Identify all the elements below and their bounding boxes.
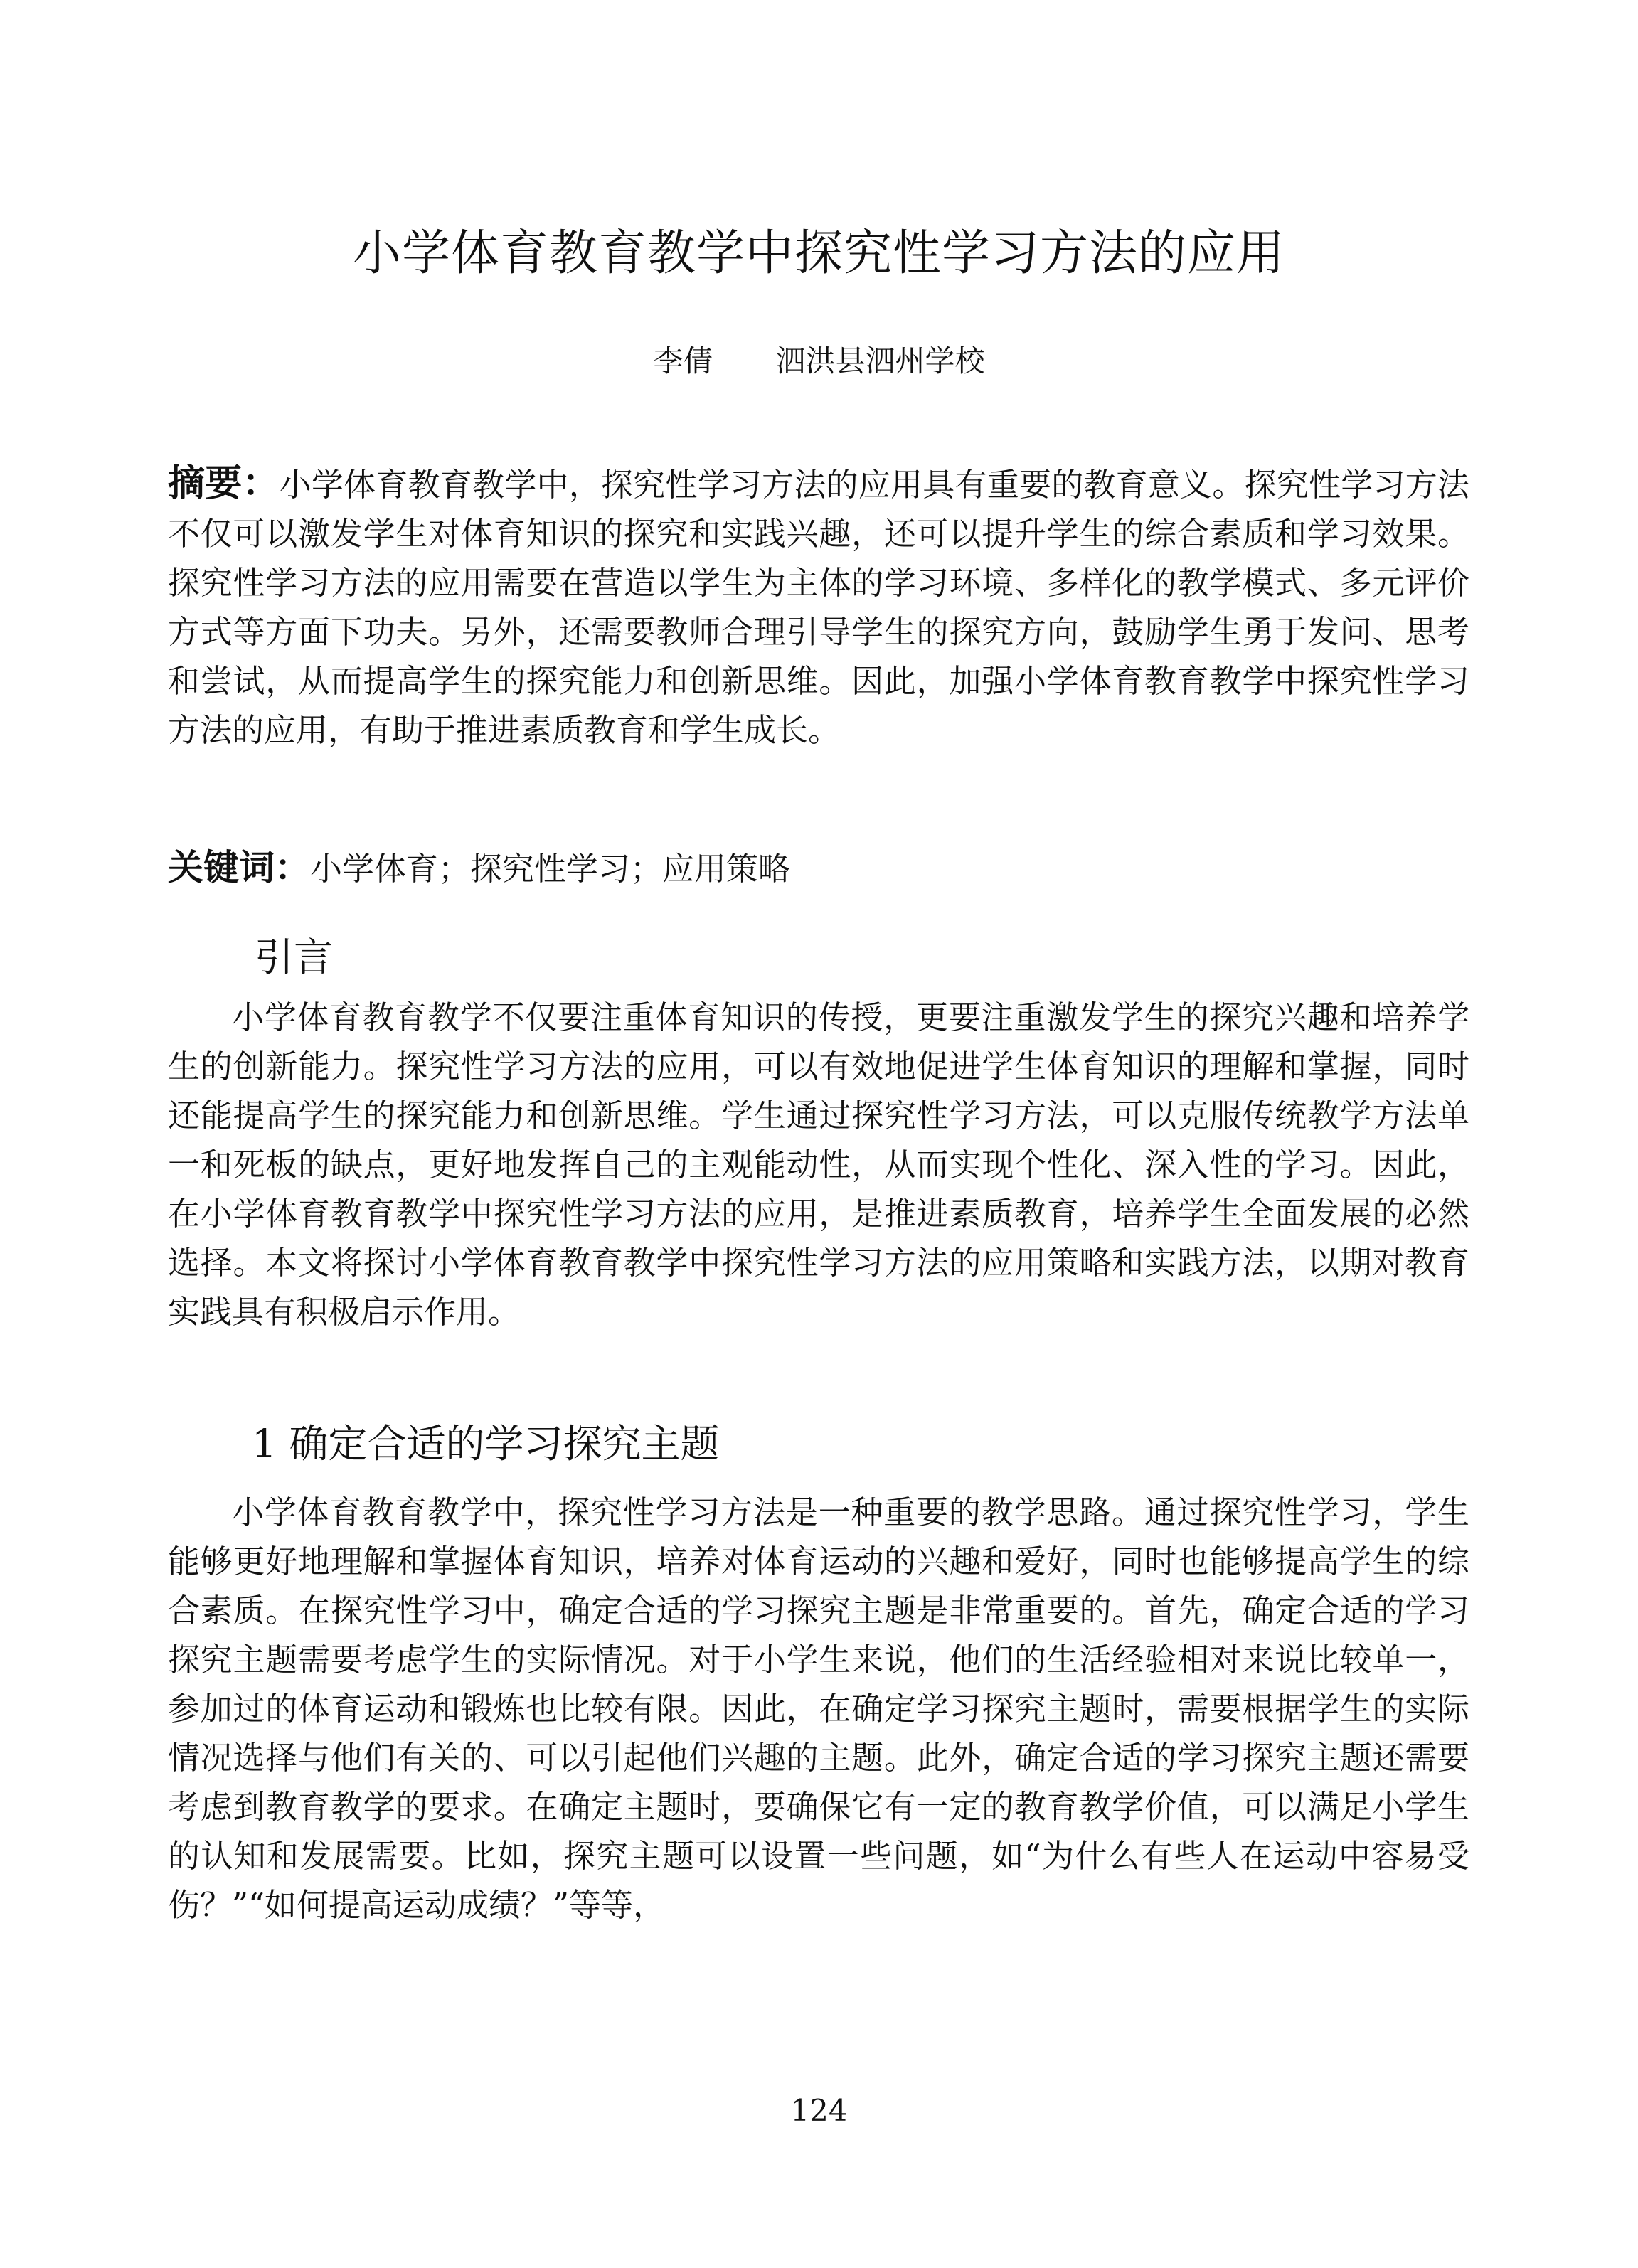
abstract-text: 小学体育教育教学中，探究性学习方法的应用具有重要的教育意义。探究性学习方法不仅可以激发学生对体育知识的探究和实践兴趣，还可以提升学生的综合素质和学习效果。探究性学习方法的应用需要在营造以学生为主体的学习环境、多样化的教学模式、多元评价方式等方面下功夫。另外，还需要教师合理引导学生的探究方向，鼓励学生勇于发问、思考和尝试，从而提高学生的探究能力和创新思维。因此，加强小学体育教育教学中探究性学习方法的应用，有助于推进素质教育和学生成长。 xyxy=(168,466,1469,749)
section-heading-intro: 引言 xyxy=(255,935,334,980)
author-name: 李倩 xyxy=(653,344,713,378)
keywords-text: 小学体育；探究性学习；应用策略 xyxy=(310,850,791,888)
section-number: 1 xyxy=(252,1421,277,1466)
section-heading-text: 确定合适的学习探究主题 xyxy=(289,1421,720,1466)
page-number: 124 xyxy=(790,2093,848,2128)
abstract-label: 摘要： xyxy=(168,462,280,505)
keywords-label: 关键词： xyxy=(168,847,310,888)
paper-title: 小学体育教育教学中探究性学习方法的应用 xyxy=(352,225,1285,282)
intro-paragraph: 小学体育教育教学不仅要注重体育知识的传授，更要注重激发学生的探究兴趣和培养学生的创新能力。探究性学习方法的应用，可以有效地促进学生体育知识的理解和掌握，同时还能提高学生的探究能力和创新思维。学生通过探究性学习方法，可以克服传统教学方法单一和死板的缺点，更好地发挥自己的主观能动性，从而实现个性化、深入性的学习。因此，在小学体育教育教学中探究性学习方法的应用，是推进素质教育，培养学生全面发展的必然选择。本文将探讨小学体育教育教学中探究性学习方法的应用策略和实践方法，以期对教育实践具有积极启示作用。 xyxy=(168,999,1469,1331)
keywords xyxy=(168,839,1469,898)
author-affiliation: 泗洪县泗州学校 xyxy=(775,344,985,378)
section-heading-1 xyxy=(252,1415,720,1472)
author-line xyxy=(0,340,1638,383)
section1-paragraph: 小学体育教育教学中，探究性学习方法是一种重要的教学思路。通过探究性学习，学生能够更好地理解和掌握体育知识，培养对体育运动的兴趣和爱好，同时也能够提高学生的综合素质。在探究性学习中，确定合适的学习探究主题是非常重要的。首先，确定合适的学习探究主题需要考虑学生的实际情况。对于小学生来说，他们的生活经验相对来说比较单一，参加过的体育运动和锻炼也比较有限。因此，在确定学习探究主题时，需要根据学生的实际情况选择与他们有关的、可以引起他们兴趣的主题。此外，确定合适的学习探究主题还需要考虑到教育教学的要求。在确定主题时，要确保它有一定的教育教学价值，可以满足小学生的认知和发展需要。比如，探究主题可以设置一些问题，如“为什么有些人在运动中容易受伤？”“如何提高运动成绩？”等等， xyxy=(168,1494,1469,1924)
abstract xyxy=(168,459,1469,755)
